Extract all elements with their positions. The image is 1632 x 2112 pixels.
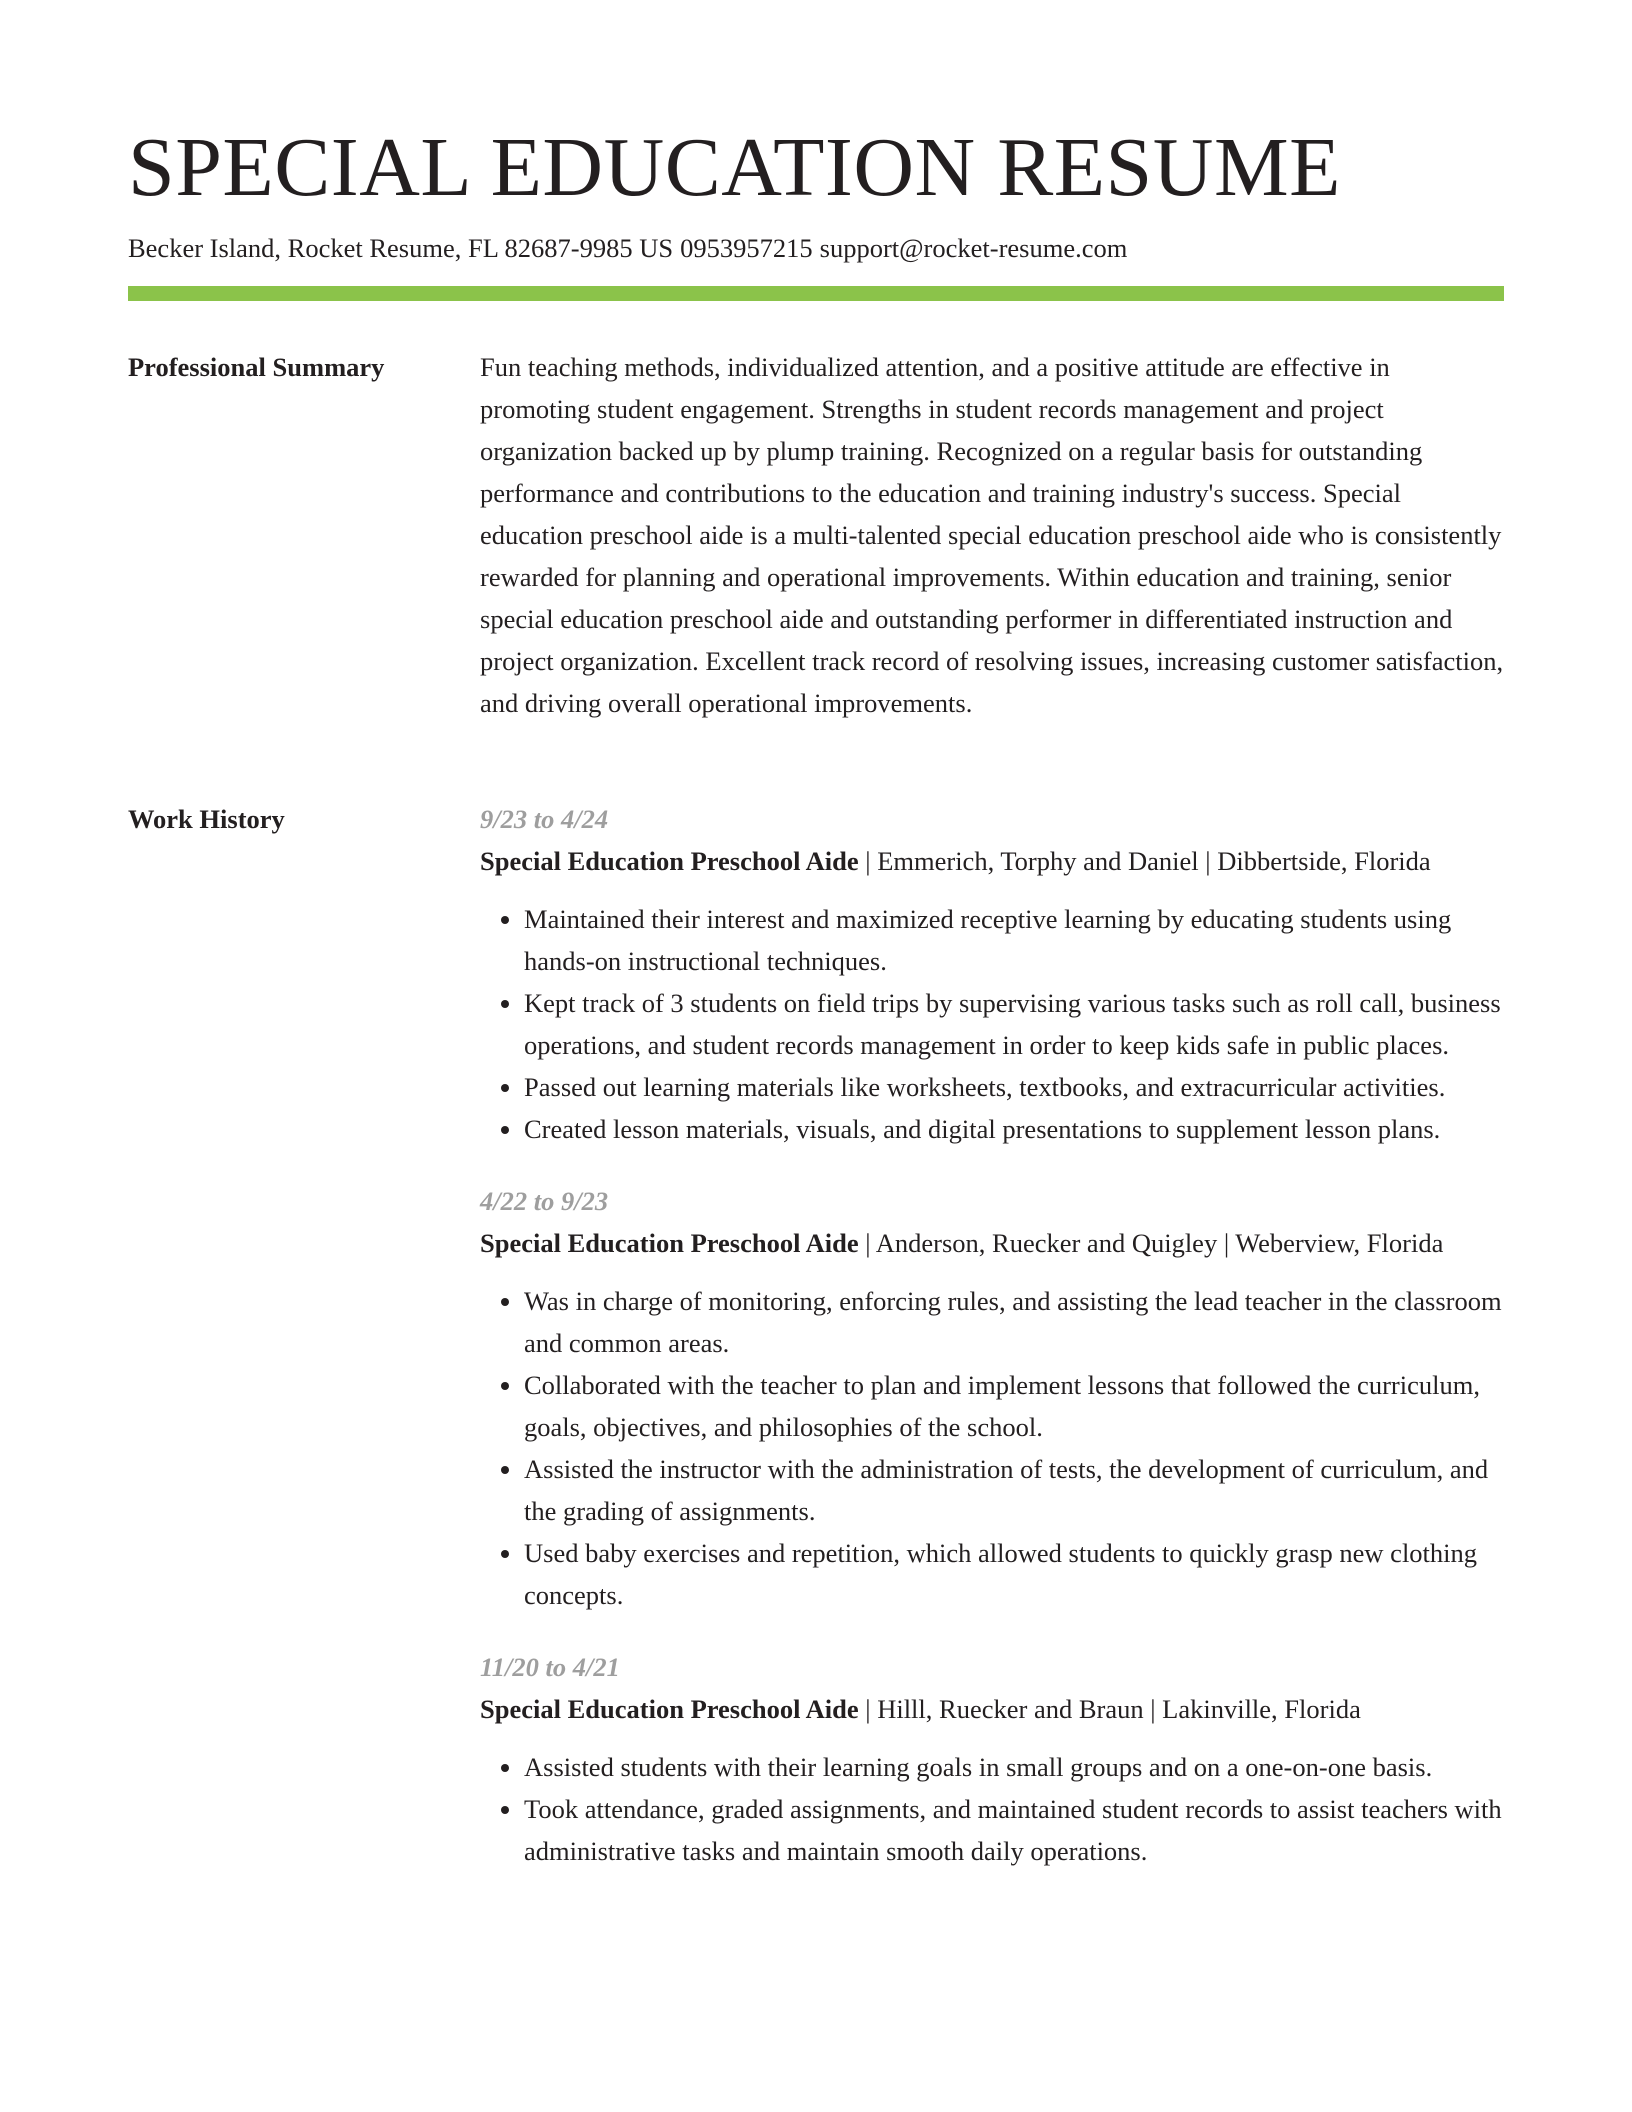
contact-phone: 0953957215 (680, 233, 813, 263)
job-bullet-list (480, 898, 1504, 1150)
job-title: Special Education Preschool Aide (480, 846, 859, 876)
work-history-body (480, 798, 1504, 1902)
job-title-line (480, 1688, 1504, 1730)
job-bullet: • Assisted the instructor with the administration of tests, the development of curriculum, and the grading of assignments. (524, 1448, 1504, 1532)
contact-email: support@rocket-resume.com (819, 233, 1128, 263)
contact-info (128, 230, 1127, 266)
job-title: Special Education Preschool Aide (480, 1694, 859, 1724)
job-dates: 11/20 to 4/21 (480, 1652, 620, 1682)
job-bullet: • Maintained their interest and maximized receptive learning by educating students using hands-on instructional techniques. (524, 898, 1504, 982)
work-history-heading: Work History (128, 804, 285, 834)
job-bullet-list (480, 1746, 1504, 1872)
summary-text: Fun teaching methods, individualized attention, and a positive attitude are effective in promoting student engagement. Strengths in student records management and project organization backed up by plump training. Recognized on a regular basis for outstanding performance and contributions to the education and training industry's success. Special education preschool aide is a multi-talented special education preschool aide who is consistently rewarded for planning and operational improvements. Within education and training, senior special education preschool aide and outstanding performer in differentiated instruction and project organization. Excellent track record of resolving issues, increasing customer satisfaction, and driving overall operational improvements. (480, 352, 1504, 718)
job-bullet: • Took attendance, graded assignments, and maintained student records to assist teachers with administrative tasks and maintain smooth daily operations. (524, 1788, 1504, 1872)
resume-title: SPECIAL EDUCATION RESUME (128, 121, 1341, 214)
job-bullet: • Created lesson materials, visuals, and digital presentations to supplement lesson plans. (524, 1108, 1504, 1150)
job-title-line (480, 840, 1504, 882)
job-dates: 4/22 to 9/23 (480, 1186, 609, 1216)
job-bullet: • Used baby exercises and repetition, which allowed students to quickly grasp new clothing concepts. (524, 1532, 1504, 1616)
contact-address: Becker Island, Rocket Resume, FL 82687-9985 US (128, 233, 674, 263)
job-employer-location: | Anderson, Ruecker and Quigley | Weberview, Florida (858, 1228, 1444, 1258)
job-employer-location: | Emmerich, Torphy and Daniel | Dibbertside, Florida (858, 846, 1431, 876)
job-bullet: • Was in charge of monitoring, enforcing rules, and assisting the lead teacher in the classroom and common areas. (524, 1280, 1504, 1364)
job-employer-location: | Hilll, Ruecker and Braun | Lakinville, Florida (858, 1694, 1361, 1724)
job-dates: 9/23 to 4/24 (480, 804, 609, 834)
job-bullet: • Collaborated with the teacher to plan and implement lessons that followed the curriculum, goals, objectives, and philosophies of the school. (524, 1364, 1504, 1448)
summary-body (480, 346, 1504, 724)
job-bullet: • Kept track of 3 students on field trips by supervising various tasks such as roll call, business operations, and student records management in order to keep kids safe in public places. (524, 982, 1504, 1066)
job-title: Special Education Preschool Aide (480, 1228, 859, 1258)
summary-heading: Professional Summary (128, 352, 385, 382)
job-bullet: • Passed out learning materials like worksheets, textbooks, and extracurricular activities. (524, 1066, 1504, 1108)
job-entry (480, 1180, 1504, 1616)
job-bullet: • Assisted students with their learning goals in small groups and on a one-on-one basis. (524, 1746, 1504, 1788)
job-entry (480, 1646, 1504, 1872)
job-title-line (480, 1222, 1504, 1264)
header-divider (128, 286, 1504, 301)
job-bullet-list (480, 1280, 1504, 1616)
job-entry (480, 798, 1504, 1150)
